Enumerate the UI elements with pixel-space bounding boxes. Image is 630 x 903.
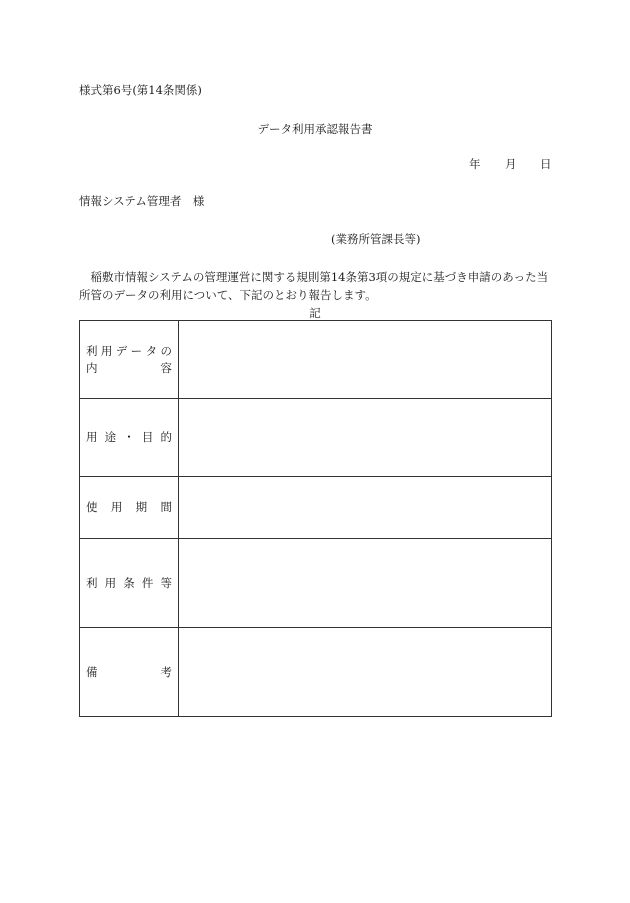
report-body-text: 稲敷市情報システムの管理運営に関する規則第14条第3項の規定に基づき申請のあった当所管のデータの利用について、下記のとおり報告します。 [79, 270, 549, 302]
usage-data-content-field[interactable] [179, 321, 552, 399]
table-row [80, 399, 552, 477]
sender-title: (業務所管課長等) [331, 232, 421, 246]
label-char: ・ [123, 430, 135, 444]
label-char: 目 [141, 430, 154, 444]
date-day-label: 日 [540, 157, 552, 171]
table-row [80, 477, 552, 539]
label-char: 考 [160, 664, 172, 679]
label-char: 条 [123, 575, 135, 590]
table-row [80, 321, 552, 399]
remarks-field[interactable] [179, 628, 552, 717]
purpose-field[interactable] [179, 399, 552, 477]
label-char: 備 [86, 664, 98, 679]
label-char: 的 [160, 430, 172, 444]
label-char: 途 [104, 430, 117, 444]
report-table [79, 320, 552, 717]
usage-conditions-field[interactable] [179, 539, 552, 628]
usage-period-field[interactable] [179, 477, 552, 539]
label-usage-data-content [80, 321, 179, 399]
addressee: 情報システム管理者 様 [79, 194, 205, 208]
date-month-label: 月 [505, 157, 517, 171]
label-char: 使 [86, 500, 98, 514]
label-usage-conditions [80, 539, 179, 628]
label-char: 等 [160, 575, 172, 590]
label-char: 期 [135, 500, 148, 514]
label-char: 容 [160, 360, 172, 375]
label-char: の [160, 343, 172, 358]
label-usage-period [80, 477, 179, 539]
document-title: データ利用承認報告書 [257, 122, 373, 136]
label-char: 用 [110, 500, 123, 514]
label-purpose [80, 399, 179, 477]
label-char: タ [145, 343, 158, 358]
label-char: 利 [86, 343, 98, 358]
label-char: 用 [104, 575, 117, 590]
table-row [80, 628, 552, 717]
label-char: 用 [100, 343, 113, 358]
ki-heading: 記 [309, 306, 321, 320]
form-number: 様式第6号(第14条関係) [79, 83, 202, 97]
label-char: 件 [141, 575, 154, 590]
label-char: ー [130, 343, 143, 358]
label-char: 間 [160, 500, 172, 514]
label-char: 用 [86, 430, 98, 444]
label-remarks [80, 628, 179, 717]
label-char: デ [115, 343, 128, 358]
label-char: 利 [86, 575, 98, 590]
date-year-label: 年 [469, 157, 481, 171]
label-char: 内 [86, 360, 98, 375]
table-row [80, 539, 552, 628]
